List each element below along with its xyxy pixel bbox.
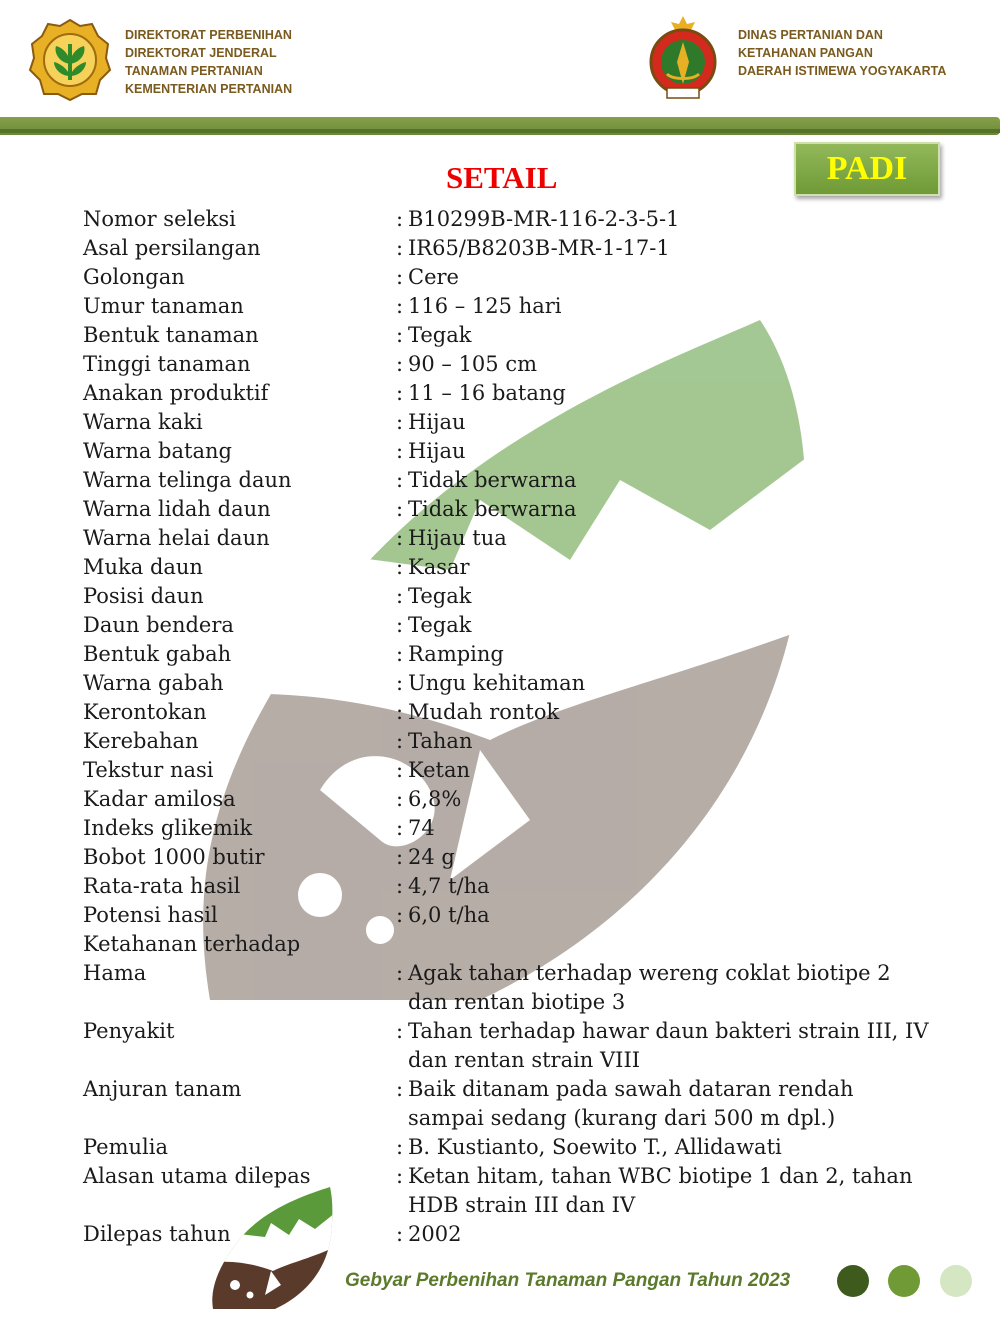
kementan-logo-icon [28, 18, 112, 102]
row-value: Agak tahan terhadap wereng coklat biotipe 2 dan rentan biotipe 3 [408, 961, 891, 1014]
row-colon: : [396, 729, 404, 753]
description-row [83, 959, 983, 1017]
row-label: Warna batang [83, 439, 232, 463]
light-dot-icon [940, 1265, 972, 1297]
row-colon: : [396, 468, 404, 492]
row-label: Bentuk gabah [83, 642, 232, 666]
row-colon: : [396, 265, 404, 289]
medium-dot-icon [888, 1265, 920, 1297]
dinas-org-line: DAERAH ISTIMEWA YOGYAKARTA [738, 64, 947, 78]
row-label: Bobot 1000 butir [83, 845, 265, 869]
row-colon: : [396, 903, 404, 927]
description-row [83, 205, 983, 234]
row-label: Asal persilangan [83, 236, 261, 260]
row-colon: : [396, 352, 404, 376]
header-divider-bar [0, 117, 1000, 135]
row-label: Anjuran tanam [83, 1077, 242, 1101]
row-value: B. Kustianto, Soewito T., Allidawati [408, 1135, 782, 1159]
row-label: Indeks glikemik [83, 816, 253, 840]
description-row [83, 466, 983, 495]
description-row [83, 872, 983, 901]
description-row [83, 669, 983, 698]
row-colon: : [396, 439, 404, 463]
row-label: Anakan produktif [83, 381, 269, 405]
description-row [83, 843, 983, 872]
row-value: B10299B-MR-116-2-3-5-1 [408, 207, 680, 231]
row-label: Kadar amilosa [83, 787, 236, 811]
row-colon: : [396, 961, 404, 985]
row-label: Dilepas tahun [83, 1222, 231, 1246]
row-value: Ketan [408, 758, 471, 782]
row-label: Tekstur nasi [83, 758, 214, 782]
dinas-org-name [738, 26, 946, 80]
row-label: Daun bendera [83, 613, 234, 637]
description-row [83, 640, 983, 669]
ministry-org-line: KEMENTERIAN PERTANIAN [125, 82, 293, 96]
description-row [83, 292, 983, 321]
row-label: Warna gabah [83, 671, 224, 695]
diy-crest-icon [643, 14, 723, 104]
row-value: 6,8% [408, 787, 462, 811]
row-value: Tidak berwarna [408, 468, 577, 492]
row-colon: : [396, 555, 404, 579]
row-label: Bentuk tanaman [83, 323, 259, 347]
description-row [83, 524, 983, 553]
row-label: Muka daun [83, 555, 203, 579]
row-label: Golongan [83, 265, 185, 289]
variety-description-list [83, 205, 983, 1249]
row-colon: : [396, 526, 404, 550]
row-colon: : [396, 1135, 404, 1159]
row-value: Tahan [408, 729, 473, 753]
row-value: Tahan terhadap hawar daun bakteri strain III, IV dan rentan strain VIII [408, 1019, 929, 1072]
description-row [83, 379, 983, 408]
row-value: Ketan hitam, tahan WBC biotipe 1 dan 2, tahan HDB strain III dan IV [408, 1164, 913, 1217]
description-row [83, 901, 983, 930]
row-label: Rata-rata hasil [83, 874, 241, 898]
row-colon: : [396, 787, 404, 811]
row-value: Tegak [408, 323, 472, 347]
row-colon: : [396, 1164, 404, 1188]
row-value: 116 – 125 hari [408, 294, 562, 318]
description-row [83, 582, 983, 611]
row-label: Umur tanaman [83, 294, 244, 318]
row-label: Hama [83, 961, 147, 985]
row-label: Nomor seleksi [83, 207, 236, 231]
row-label: Tinggi tanaman [83, 352, 251, 376]
row-value: Mudah rontok [408, 700, 560, 724]
row-value: IR65/B8203B-MR-1-17-1 [408, 236, 670, 260]
row-value: 24 g [408, 845, 455, 869]
description-row [83, 930, 983, 959]
description-row [83, 1075, 983, 1133]
description-row [83, 785, 983, 814]
row-colon: : [396, 816, 404, 840]
description-row [83, 1017, 983, 1075]
row-value: Baik ditanam pada sawah dataran rendah sampai sedang (kurang dari 500 m dpl.) [408, 1077, 854, 1130]
row-colon: : [396, 642, 404, 666]
description-row [83, 698, 983, 727]
row-label: Ketahanan terhadap [83, 932, 301, 956]
row-colon: : [396, 671, 404, 695]
row-colon: : [396, 207, 404, 231]
dinas-org-line: KETAHANAN PANGAN [738, 46, 873, 60]
row-label: Alasan utama dilepas [83, 1164, 311, 1188]
row-colon: : [396, 497, 404, 521]
row-label: Kerontokan [83, 700, 207, 724]
row-colon: : [396, 845, 404, 869]
ministry-org-line: DIREKTORAT PERBENIHAN [125, 28, 292, 42]
row-label: Kerebahan [83, 729, 199, 753]
row-colon: : [396, 410, 404, 434]
description-row [83, 408, 983, 437]
description-row [83, 437, 983, 466]
row-colon: : [396, 700, 404, 724]
description-row [83, 495, 983, 524]
row-value: Kasar [408, 555, 470, 579]
ministry-org-name [125, 26, 292, 98]
row-value: 4,7 t/ha [408, 874, 490, 898]
row-label: Warna telinga daun [83, 468, 292, 492]
description-row [83, 756, 983, 785]
row-value: Tidak berwarna [408, 497, 577, 521]
row-label: Warna kaki [83, 410, 203, 434]
row-colon: : [396, 236, 404, 260]
ministry-org-line: DIREKTORAT JENDERAL [125, 46, 277, 60]
row-colon: : [396, 584, 404, 608]
row-colon: : [396, 613, 404, 637]
row-value: 6,0 t/ha [408, 903, 490, 927]
row-value [408, 930, 931, 959]
row-label: Posisi daun [83, 584, 204, 608]
row-value: Tegak [408, 584, 472, 608]
leaf-logo-icon [205, 1185, 335, 1310]
row-label: Warna lidah daun [83, 497, 271, 521]
row-label: Penyakit [83, 1019, 175, 1043]
ministry-org-line: TANAMAN PERTANIAN [125, 64, 263, 78]
row-value: Ungu kehitaman [408, 671, 586, 695]
row-value: Cere [408, 265, 459, 289]
row-label: Warna helai daun [83, 526, 270, 550]
row-value: Hijau [408, 439, 466, 463]
event-name: Gebyar Perbenihan Tanaman Pangan Tahun 2023 [345, 1270, 791, 1291]
row-value: 2002 [408, 1222, 462, 1246]
row-value: 74 [408, 816, 435, 840]
description-row [83, 553, 983, 582]
description-row [83, 814, 983, 843]
description-row [83, 611, 983, 640]
row-colon: : [396, 323, 404, 347]
row-colon [396, 930, 408, 959]
description-row [83, 1133, 983, 1162]
row-colon: : [396, 1077, 404, 1101]
row-value: 90 – 105 cm [408, 352, 538, 376]
row-colon: : [396, 294, 404, 318]
category-badge: PADI [794, 142, 940, 196]
row-colon: : [396, 758, 404, 782]
description-row [83, 321, 983, 350]
row-colon: : [396, 874, 404, 898]
description-row [83, 350, 983, 379]
variety-title: SETAIL [446, 160, 558, 195]
row-value: Hijau [408, 410, 466, 434]
row-colon: : [396, 1222, 404, 1246]
description-row [83, 727, 983, 756]
dinas-org-line: DINAS PERTANIAN DAN [738, 28, 883, 42]
row-label: Pemulia [83, 1135, 169, 1159]
row-label: Potensi hasil [83, 903, 218, 927]
row-value: Ramping [408, 642, 504, 666]
description-row [83, 234, 983, 263]
row-colon: : [396, 1019, 404, 1043]
row-value: 11 – 16 batang [408, 381, 566, 405]
dark-dot-icon [837, 1265, 869, 1297]
row-colon: : [396, 381, 404, 405]
row-value: Tegak [408, 613, 472, 637]
row-value: Hijau tua [408, 526, 507, 550]
description-row [83, 263, 983, 292]
